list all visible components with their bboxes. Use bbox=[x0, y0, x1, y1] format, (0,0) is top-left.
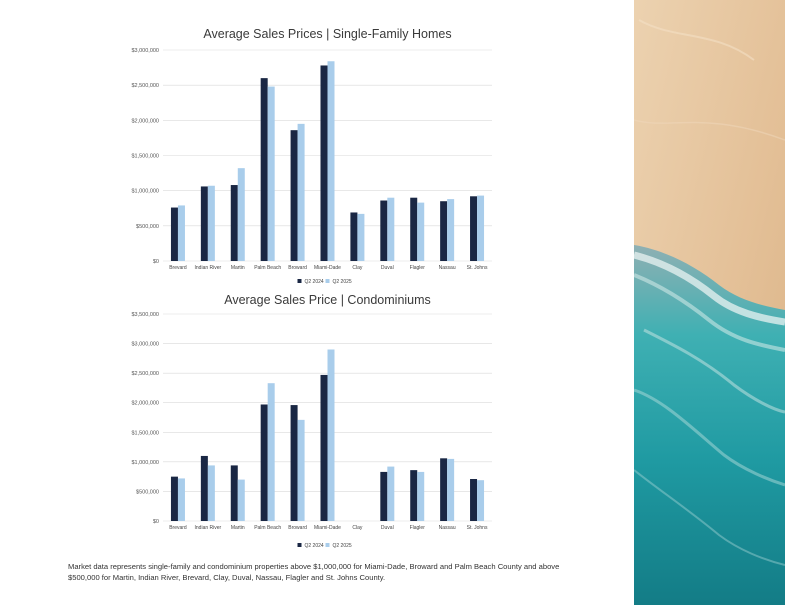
condo-legend-swatch bbox=[298, 543, 302, 547]
condo-legend-label: Q2 2024 bbox=[304, 543, 324, 549]
beach-aerial-photo bbox=[634, 0, 785, 605]
condo-legend-swatch bbox=[326, 543, 330, 547]
condo-chart-title: Average Sales Price | Condominiums bbox=[224, 293, 431, 307]
sfh-y-tick-label: $1,500,000 bbox=[131, 153, 159, 160]
condo-category-label: Brevard bbox=[169, 525, 187, 531]
sfh-y-tick-label: $1,000,000 bbox=[131, 188, 159, 195]
sfh-bar-q2-2025 bbox=[328, 61, 335, 261]
condo-y-tick-label: $2,000,000 bbox=[131, 400, 159, 407]
sfh-category-label: Flagler bbox=[409, 265, 425, 271]
sfh-legend-swatch bbox=[298, 279, 302, 283]
market-data-footnote: Market data represents single-family and condominium properties above $1,000,000 for Miami-Dade, Broward and Palm Beach County and above $500,000 for Martin, Indian River, Brevard, Clay, Duval, Nassau, Flagler and St. Johns County. bbox=[68, 562, 560, 582]
condo-bar-q2-2025 bbox=[298, 420, 305, 521]
condo-category-label: Clay bbox=[352, 525, 363, 531]
sfh-bar-q2-2025 bbox=[357, 214, 364, 261]
condo-category-label: Martin bbox=[230, 525, 245, 531]
sfh-bar-q2-2025 bbox=[417, 203, 424, 261]
sfh-bar-q2-2024 bbox=[261, 78, 268, 261]
beach-photo-art bbox=[634, 0, 785, 605]
condo-y-tick-label: $2,500,000 bbox=[131, 371, 159, 378]
condo-bar-q2-2024 bbox=[440, 458, 447, 521]
condo-category-label: Palm Beach bbox=[254, 525, 282, 531]
condo-bar-q2-2024 bbox=[291, 405, 298, 521]
sfh-category-label: Duval bbox=[380, 265, 394, 271]
sfh-bar-q2-2024 bbox=[201, 186, 208, 261]
sfh-y-tick-label: $0 bbox=[152, 259, 159, 265]
sfh-category-label: Miami-Dade bbox=[314, 265, 341, 271]
sfh-category-label: Nassau bbox=[438, 265, 456, 271]
sfh-category-label: Palm Beach bbox=[254, 265, 282, 271]
condo-bar-q2-2024 bbox=[171, 477, 178, 521]
sfh-y-tick-label: $3,000,000 bbox=[131, 48, 159, 54]
condo-y-tick-label: $3,000,000 bbox=[131, 341, 159, 348]
condo-bar-q2-2024 bbox=[410, 470, 417, 521]
condo-category-label: Miami-Dade bbox=[314, 525, 341, 531]
sfh-bar-q2-2025 bbox=[238, 168, 245, 261]
condo-category-label: Nassau bbox=[438, 525, 456, 531]
sfh-bar-q2-2024 bbox=[231, 185, 238, 261]
condo-y-tick-label: $0 bbox=[152, 519, 159, 525]
sfh-bar-q2-2024 bbox=[350, 212, 357, 261]
sfh-bar-q2-2025 bbox=[447, 199, 454, 261]
condo-bar-q2-2025 bbox=[328, 349, 335, 521]
condo-bar-q2-2024 bbox=[321, 375, 328, 521]
sfh-y-tick-label: $2,500,000 bbox=[131, 83, 159, 90]
sfh-bar-q2-2024 bbox=[410, 198, 417, 261]
sfh-category-label: Clay bbox=[352, 265, 363, 271]
sfh-bar-q2-2024 bbox=[171, 208, 178, 261]
sfh-legend-label: Q2 2024 bbox=[304, 279, 324, 285]
sfh-category-label: St. Johns bbox=[466, 265, 488, 271]
condo-bar-q2-2025 bbox=[477, 480, 484, 521]
condo-legend-label: Q2 2025 bbox=[332, 543, 352, 549]
sfh-category-label: Indian River bbox=[194, 265, 222, 271]
condo-bar-q2-2025 bbox=[178, 478, 185, 521]
sfh-category-label: Broward bbox=[288, 265, 307, 271]
condo-y-tick-label: $1,000,000 bbox=[131, 459, 159, 466]
condo-bar-q2-2024 bbox=[261, 404, 268, 521]
condo-y-tick-label: $3,500,000 bbox=[131, 312, 159, 318]
sfh-y-tick-label: $500,000 bbox=[136, 223, 159, 230]
condo-bar-q2-2025 bbox=[238, 480, 245, 521]
sfh-bar-q2-2025 bbox=[477, 196, 484, 261]
sfh-category-label: Martin bbox=[230, 265, 245, 271]
sfh-bar-q2-2024 bbox=[321, 65, 328, 261]
condo-category-label: St. Johns bbox=[466, 525, 488, 531]
sfh-chart-title: Average Sales Prices | Single-Family Homes bbox=[203, 27, 452, 41]
condo-category-label: Indian River bbox=[194, 525, 222, 531]
condo-category-label: Duval bbox=[380, 525, 394, 531]
sfh-legend-label: Q2 2025 bbox=[332, 279, 352, 285]
sfh-bar-q2-2024 bbox=[470, 196, 477, 261]
sfh-bar-q2-2025 bbox=[178, 205, 185, 261]
condo-bar-q2-2025 bbox=[387, 467, 394, 521]
sfh-legend-swatch bbox=[326, 279, 330, 283]
condo-y-tick-label: $500,000 bbox=[136, 489, 159, 496]
condo-bar-q2-2025 bbox=[447, 459, 454, 521]
condo-bar-q2-2024 bbox=[201, 456, 208, 521]
condo-category-label: Broward bbox=[288, 525, 307, 531]
sfh-bar-q2-2025 bbox=[298, 124, 305, 261]
condo-bar-q2-2025 bbox=[208, 465, 215, 521]
sfh-y-tick-label: $2,000,000 bbox=[131, 118, 159, 125]
sfh-bar-q2-2024 bbox=[380, 201, 387, 261]
condo-bar-q2-2024 bbox=[380, 472, 387, 521]
condo-bar-q2-2024 bbox=[231, 465, 238, 521]
condo-category-label: Flagler bbox=[409, 525, 425, 531]
sfh-bar-q2-2024 bbox=[291, 130, 298, 261]
condo-bar-q2-2025 bbox=[417, 472, 424, 521]
sfh-bar-q2-2025 bbox=[387, 198, 394, 261]
condo-bar-q2-2025 bbox=[268, 383, 275, 521]
sfh-category-label: Brevard bbox=[169, 265, 187, 271]
sfh-bar-q2-2025 bbox=[268, 87, 275, 261]
sfh-bar-q2-2024 bbox=[440, 201, 447, 261]
sfh-bar-q2-2025 bbox=[208, 186, 215, 261]
condo-bar-q2-2024 bbox=[470, 479, 477, 521]
condo-y-tick-label: $1,500,000 bbox=[131, 430, 159, 437]
